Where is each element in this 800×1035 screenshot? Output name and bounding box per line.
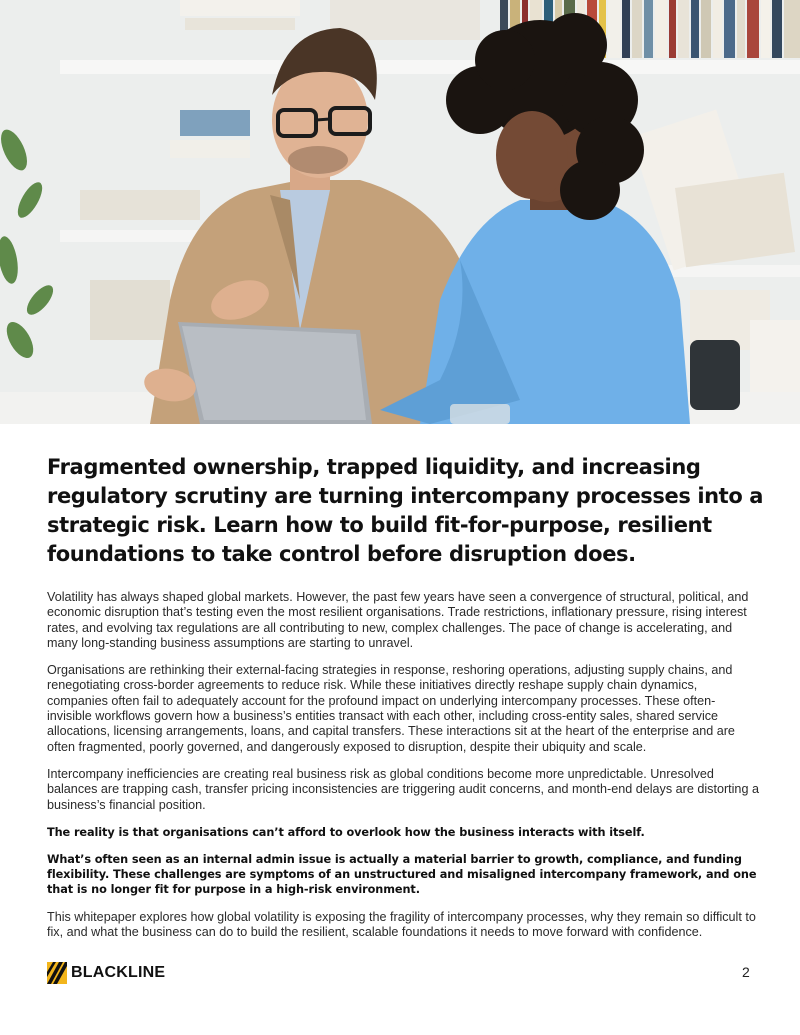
bold-statement: The reality is that organisations can’t afford to overlook how the business interacts with itself.	[47, 825, 645, 839]
paragraph: Volatility has always shaped global markets. However, the past few years have seen a convergence of structural, political, and economic disruption that’s testing even the most resilient organisations. Trade restrictions, inflationary pressure, rising interest rates, and evolving tax regulations are all contributing to new, complex challenges. The pace of change is accelerating, and many long-standing business assumptions are starting to unravel.	[47, 590, 749, 650]
hero-illustration	[0, 0, 800, 424]
blackline-logo[interactable]	[47, 961, 165, 985]
bold-statement: What’s often seen as an internal admin issue is actually a material barrier to growth, compliance, and funding flexibility. These challenges are symptoms of an unstructured and misaligned intercompany framework, and one that is no longer fit for purpose in a high-risk environment.	[47, 853, 757, 897]
hero-photo	[0, 0, 800, 424]
body-text	[47, 590, 759, 952]
paragraph: Intercompany inefficiencies are creating real business risk as global conditions become more unpredictable. Unresolved balances are trapping cash, transfer pricing inconsistencies are triggering audit concerns, and month-end delays are distorting a business’s financial position.	[47, 766, 759, 812]
paragraph: Organisations are rethinking their external-facing strategies in response, reshoring operations, adjusting supply chains, and renegotiating cross-border agreements to reduce risk. While these initiatives directly reshape supply chain dynamics, companies often fail to adequately account for the profound impact on underlying intercompany processes. These often-invisible workflows govern how a business’s entities transact with each other, including cross-entity sales, shared service allocations, licensing arrangements, loans, and capital transfers. These interactions sit at the heart of the enterprise and are often fragmented, poorly governed, and dangerously exposed to disruption, despite their ubiquity and scale.	[47, 663, 735, 754]
logo-wordmark: BLACKLINE	[71, 964, 166, 981]
blackline-logo-icon	[47, 962, 67, 984]
closing-paragraph: This whitepaper explores how global volatility is exposing the fragility of intercompany processes, why they remain so difficult to fix, and what the business can do to build the resilient, scalable foundations it needs to move forward with confidence.	[47, 909, 756, 939]
page-number: 2	[742, 964, 750, 980]
headline: Fragmented ownership, trapped liquidity, and increasing regulatory scrutiny are turning intercompany processes into a strategic risk. Learn how to build fit-for-purpose, resilient foundations to take control before disruption does.	[47, 455, 764, 566]
